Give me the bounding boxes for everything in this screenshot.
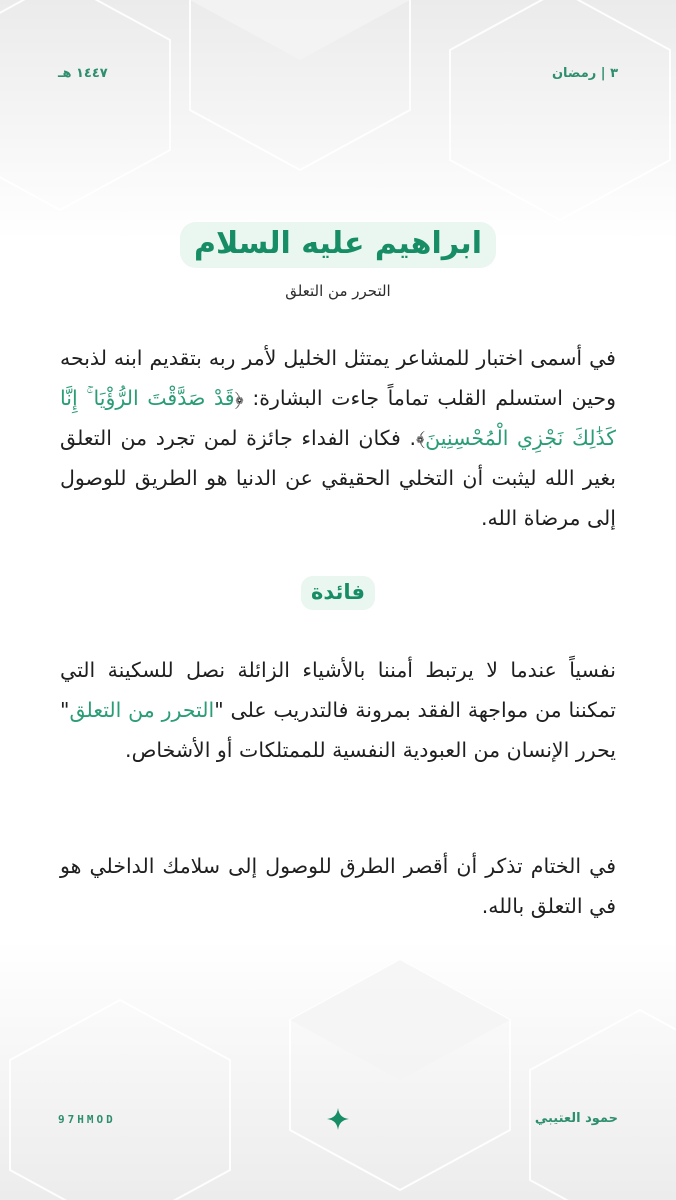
benefit-text-start: نفسياً عندما لا يرتبط أمننا بالأشياء الزائلة نصل للسكينة التي تمكننا من مواجهة الفقد بمرونة فالتدريب على "	[60, 658, 617, 722]
page-title: ابراهيم عليه السلام	[180, 222, 496, 268]
header-year: ١٤٤٧ هـ	[58, 66, 108, 81]
intro-text-end: ﴾. فكان الفداء جائزة لمن تجرد من التعلق بغير الله ليثبت أن التخلي الحقيقي عن الدنيا هو الطريق للوصول إلى مرضاة الله.	[60, 426, 616, 530]
author-handle: 97HMOD	[58, 1113, 116, 1126]
highlight-phrase: التحرر من التعلق	[69, 698, 215, 722]
intro-paragraph	[60, 338, 616, 538]
benefit-text-end: " يحرر الإنسان من العبودية النفسية للممتلكات أو الأشخاص.	[60, 698, 616, 762]
title-container	[0, 222, 676, 268]
section-heading-container	[0, 576, 676, 610]
conclusion-paragraph: في الختام تذكر أن أقصر الطرق للوصول إلى سلامك الداخلي هو في التعلق بالله.	[60, 854, 616, 918]
benefit-paragraph	[60, 650, 616, 770]
quran-verse: قَدْ صَدَّقْتَ الرُّؤْيَا ۚ إِنَّا كَذَٰلِكَ نَجْزِي الْمُحْسِنِينَ	[60, 386, 616, 450]
section-heading: فائدة	[301, 576, 375, 610]
page-subtitle: التحرر من التعلق	[285, 282, 391, 300]
header-date: ٣ | رمضان	[551, 66, 618, 81]
author-name: حمود العتيبي	[534, 1111, 618, 1126]
sparkle-star-icon	[327, 1108, 349, 1130]
intro-text-start: في أسمى اختبار للمشاعر يمتثل الخليل لأمر ربه بتقديم ابنه لذبحه وحين استسلم القلب تماماً جاءت البشارة: ﴿	[60, 346, 616, 410]
